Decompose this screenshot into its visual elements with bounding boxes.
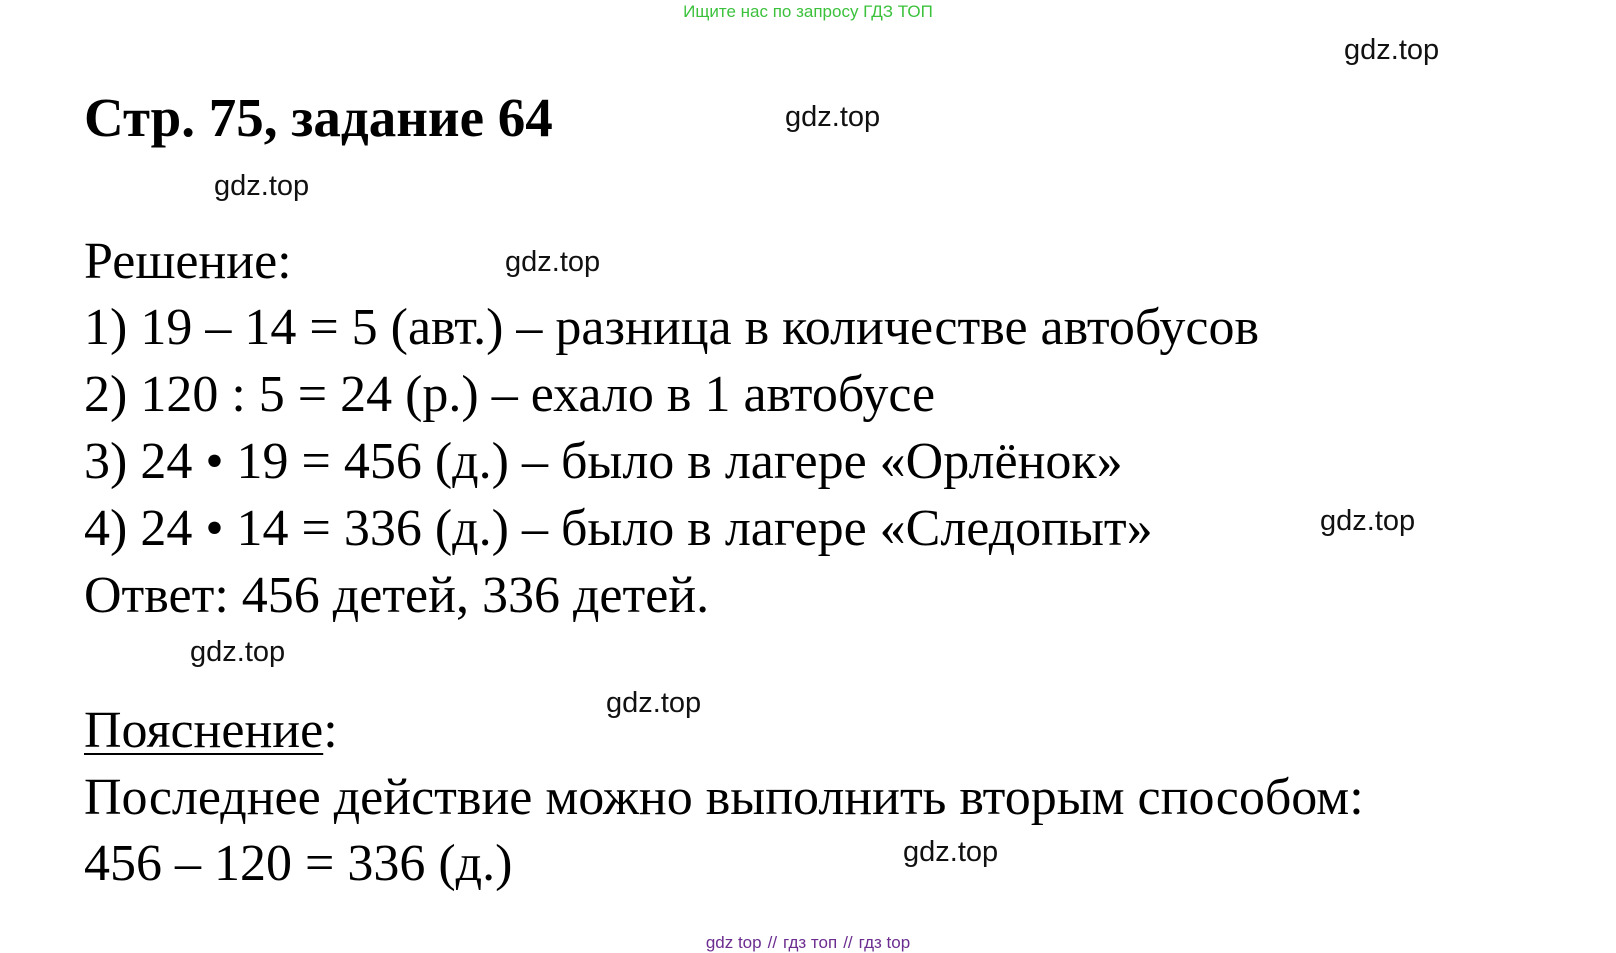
explanation-text: Последнее действие можно выполнить вторым способом: (84, 769, 1364, 826)
watermark: gdz.top (785, 101, 881, 133)
watermark: gdz.top (190, 636, 286, 668)
solution-step-4: 4) 24 • 14 = 336 (д.) – было в лагере «Следопыт» (84, 500, 1153, 557)
explanation-heading-label: Пояснение (84, 702, 324, 759)
explanation-heading-colon: : (323, 702, 338, 759)
search-hint-banner: Ищите нас по запросу ГДЗ ТОП (683, 2, 933, 21)
watermark: gdz.top (505, 246, 601, 278)
explanation-heading (84, 702, 338, 759)
solution-step-2: 2) 120 : 5 = 24 (р.) – ехало в 1 автобусе (84, 366, 936, 423)
watermark: gdz.top (606, 687, 702, 719)
watermark: gdz.top (1320, 505, 1416, 537)
answer-line: Ответ: 456 детей, 336 детей. (84, 567, 710, 624)
footer-separator: // (767, 933, 778, 952)
solution-step-1: 1) 19 – 14 = 5 (авт.) – разница в количестве автобусов (84, 299, 1260, 356)
explanation-formula: 456 – 120 = 336 (д.) (84, 835, 513, 892)
watermark: gdz.top (903, 836, 999, 868)
watermark: gdz.top (214, 170, 310, 202)
footer-link[interactable]: гдз top (858, 933, 911, 952)
watermark: gdz.top (1344, 34, 1440, 66)
solution-step-3: 3) 24 • 19 = 456 (д.) – было в лагере «Орлёнок» (84, 433, 1123, 490)
footer-link[interactable]: гдз топ (783, 933, 838, 952)
page-title: Стр. 75, задание 64 (84, 87, 553, 148)
solution-heading: Решение: (84, 233, 292, 290)
footer-links (0, 933, 1616, 953)
footer-link[interactable]: gdz top (705, 933, 762, 952)
footer-separator: // (843, 933, 853, 952)
